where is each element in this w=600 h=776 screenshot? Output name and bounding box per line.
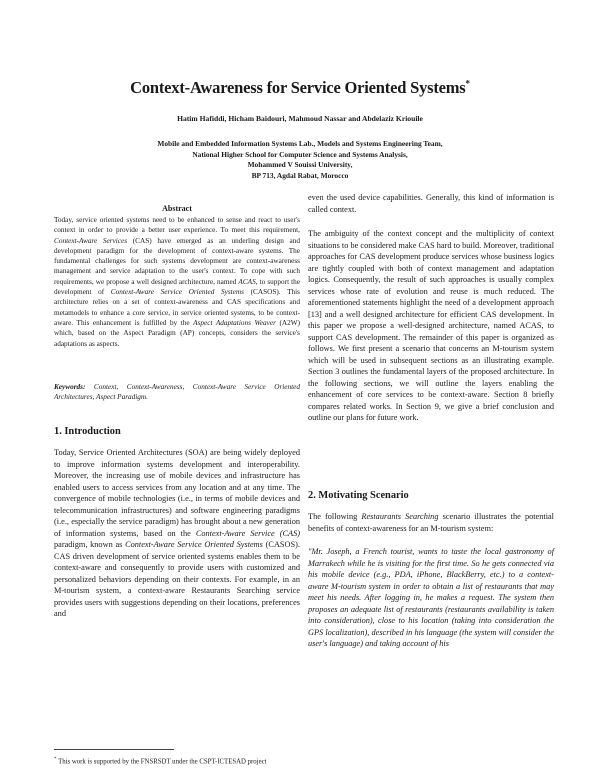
affiliation-line: Mohammed V Souissi University,	[247, 160, 353, 170]
introduction-text: Today, Service Oriented Architectures (SOA) are being widely deployed to improve information systems development and interoperability. Moreover, the increasing use of mobile devices and infrastructure has enabled users to access services from any location and at any time. The convergence of mobile technologies (i.e., in terms of mobile devices and telecommunication infrastructures) and software engineering paradigms (i.e., especially the service paradigm) has brought about a new generation of information systems, based on the Context-Aware Service (CAS) paradigm, known as Context-Aware Service Oriented Systems (CASOS). CAS driven development of service oriented systems enables them to be context-aware and consequently to provide users with customized and personalized behaviors depending on their contexts. For example, in an M-tourism system, a context-aware Restaurants Searching service provides users with suggestions depending on their locations, preferences and	[54, 448, 300, 618]
section-heading-motivating-scenario: 2. Motivating Scenario	[308, 490, 409, 501]
affiliation-line: National Higher School for Computer Science and Systems Analysis,	[192, 149, 408, 159]
footnote	[54, 755, 534, 766]
affiliation-line: Mobile and Embedded Information Systems Lab., Models and Systems Engineering Team,	[157, 139, 443, 148]
paper-title-text: Context-Awareness for Service Oriented Systems	[130, 78, 466, 97]
abstract-text: Today, service oriented systems need to be enhanced to sense and react to user's context in order to provide a better user experience. To meet this requirement, Context-Aware Services (CAS) have emerged as an underling design and development paradigm for the development of context-aware systems. The fundamental challenges for such systems development are context-awareness management and service adaptation to the user's context. To cope with such requirements, we propose a well designed architecture, named ACAS, to support the development of Context-Aware Service Oriented Systems (CASOS). This architecture relies on a set of context-awareness and CAS specifications and metamodels to enhance a core service, in service oriented systems, to be context-aware. This enhancement is fulfilled by the Aspect Adaptations Weaver (A2W) which, based on the Aspect Paradigm (AP) concepts, considers the service's adaptations as aspects.	[54, 216, 301, 348]
keywords-label: Keywords:	[54, 383, 86, 391]
scenario-quote: "Mr. Joseph, a French tourist, wants to taste the local gastronomy of Marrakech while he is visiting for the first time. So he gets connected via his mobile device (e.g., PDA, iPhone, BlackBerry, etc.) to a context-aware M-tourism system in order to obtain a list of restaurants that may meet his needs. After logging in, he makes a request. The system then proposes an adequate list of restaurants (restaurants availability is taken into consideration), close to his location (taking into consideration the GPS localization), described in his language (the system will consider the user's language) and taking account of his	[308, 547, 554, 648]
footnote-divider	[54, 749, 174, 750]
keywords	[54, 382, 300, 403]
affiliation-line: BP 713, Agdal Rabat, Morocco	[251, 170, 349, 180]
author-list: Hatim Hafiddi, Hicham Baidouri, Mahmoud Nassar and Abdelaziz Kriouile	[177, 114, 423, 123]
title-footnote-mark: *	[465, 78, 470, 89]
paper-title	[60, 78, 540, 98]
scenario-intro: The following Restaurants Searching scenario illustrates the potential benefits of context-awareness for an M-tourism system:	[308, 512, 554, 533]
section-heading-introduction: 1. Introduction	[54, 426, 121, 437]
affiliation-block	[100, 139, 500, 181]
keywords-text: Context, Context-Awareness, Context-Aware Service Oriented Architectures, Aspect Paradigm.	[54, 383, 301, 402]
footnote-text: This work is supported by the FNSRSDT under the CSPT-ICTESAD project	[58, 758, 267, 766]
right-column-paragraph: The ambiguity of the context concept and the multiplicity of context situations to be considered make CAS hard to build. Moreover, traditional approaches for CAS development produce services whose business logics are tightly coupled with both of context management and adaptation logics. Consequently, the result of such approaches is usually complex services whose rate of evolution and reuse is much reduced. The aforementioned statements highlight the need of a development approach [13] and a well designed architecture for efficient CAS development. In this paper we propose a well-designed architecture, named ACAS, to support CAS development. The remainder of this paper is organized as follows. We first present a scenario that concerns an M-tourism system which will be used in subsequent sections as an illustrating example. Section 3 outlines the fundamental layers of the proposed architecture. In the following sections, we will outline the layers enabling the enhancement of core services to be context-aware. Section 8 briefly compares related works. In Section 9, we give a brief conclusion and outline our plans for future work.	[308, 229, 554, 422]
footnote-mark: *	[54, 757, 57, 762]
abstract-heading: Abstract	[162, 204, 192, 213]
right-column-continuation: even the used device capabilities. Generally, this kind of information is called context.	[308, 193, 554, 214]
